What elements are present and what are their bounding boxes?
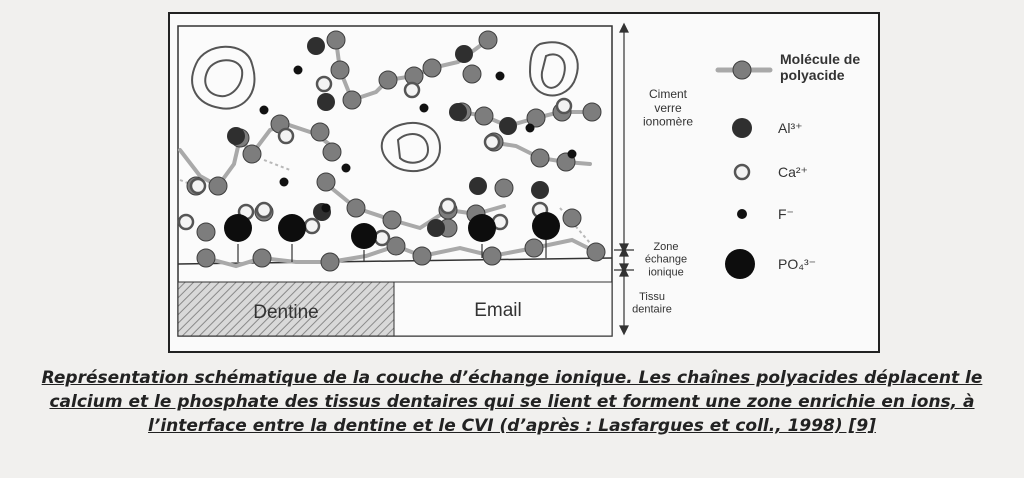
caption-line: Représentation schématique de la couche d’échange ionique. Les chaînes polyacides déplacent le	[41, 368, 983, 388]
figure-caption	[20, 366, 1004, 438]
legend-label-aluminium: Al³⁺	[778, 120, 803, 136]
legend-label-phosphate: PO₄³⁻	[778, 256, 816, 272]
legend-label-fluoride: F⁻	[778, 206, 794, 222]
calcium-ion-icon	[735, 165, 749, 179]
tissu-layer-label: Tissu dentaire	[632, 291, 672, 316]
layer-extent-markers	[614, 24, 634, 334]
fluoride-ion-icon	[737, 209, 747, 219]
legend-label-calcium: Ca²⁺	[778, 164, 808, 180]
dentine-label: Dentine	[253, 302, 319, 323]
legend	[718, 51, 860, 279]
zone-layer-label: Zone échange ionique	[644, 241, 688, 279]
legend-label-polyacid: Molécule de polyacide	[780, 51, 861, 84]
caption-line: l’interface entre la dentine et le CVI (d’après : Lasfargues et coll., 1998) [9]	[148, 416, 876, 436]
polyacid-molecule-icon	[733, 61, 751, 79]
aluminium-ion-icon	[732, 118, 752, 138]
caption-line: calcium et le phosphate des tissus dentaires qui se lient et forment une zone enrichie en ions, à	[49, 392, 975, 412]
ciment-layer-label: Ciment verre ionomère	[642, 87, 694, 129]
email-label: Email	[474, 300, 522, 321]
phosphate-ion-icon	[725, 249, 755, 279]
